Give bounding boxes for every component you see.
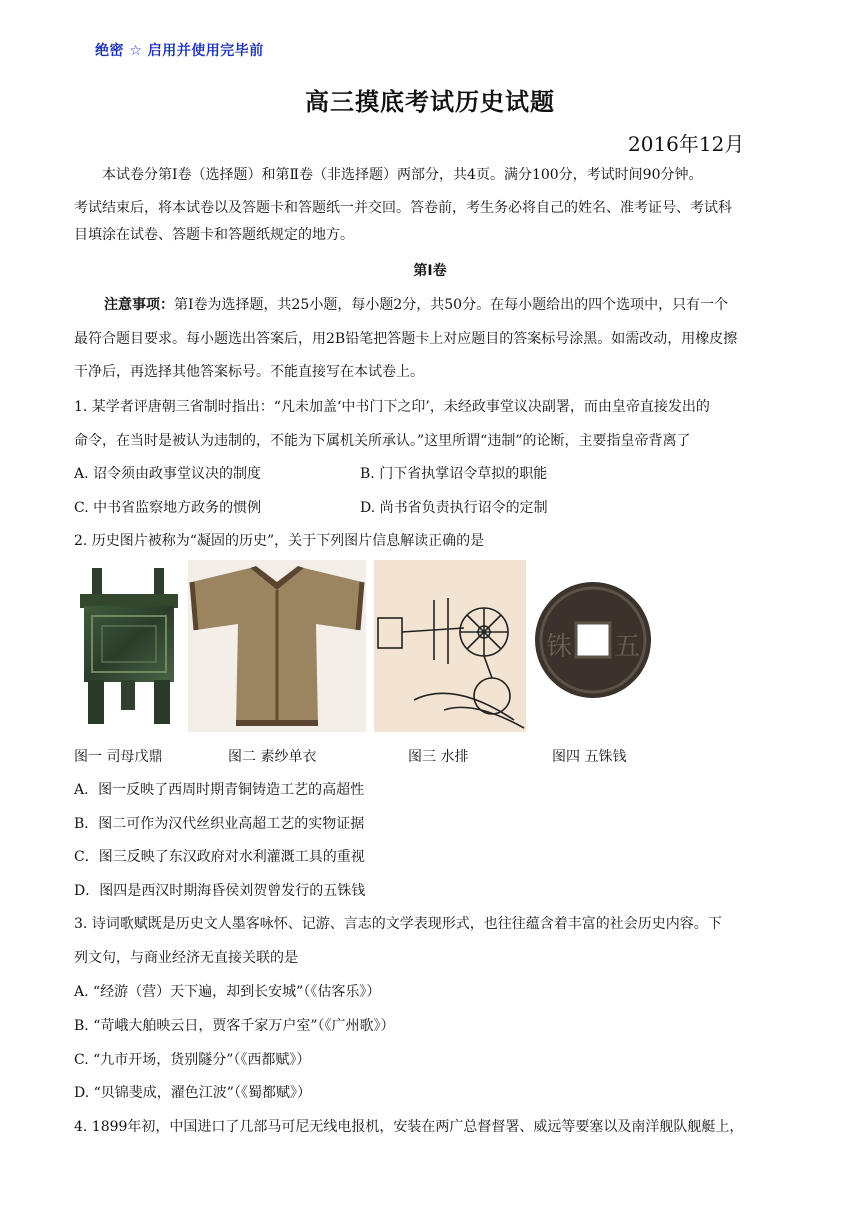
notice-line-3: 干净后，再选择其他答案标号。不能直接写在本试卷上。 [74, 364, 424, 380]
q2-option-c: C．图三反映了东汉政府对水利灌溉工具的重视 [74, 849, 365, 865]
figure-coin-image [532, 560, 654, 732]
q2-option-a: A．图一反映了西周时期青铜铸造工艺的高超性 [74, 782, 365, 798]
section-title: 第Ⅰ卷 [413, 263, 447, 279]
q3-option-d: D. “贝锦斐成，濯色江波”（《蜀都赋》） [74, 1085, 311, 1101]
caption-figure-1: 图一 司母戊鼎 [74, 749, 163, 765]
q1-option-b: B. 门下省执掌诏令草拟的职能 [360, 466, 548, 482]
q1-option-c: C. 中书省监察地方政务的惯例 [74, 500, 262, 516]
caption-figure-4: 图四 五铢钱 [552, 749, 627, 765]
q1-option-a: A. 诏令须由政事堂议决的制度 [74, 466, 262, 482]
figure-ding-image [74, 560, 184, 732]
q2-option-b: B．图二可作为汉代丝织业高超工艺的实物证据 [74, 816, 365, 832]
intro-line-2: 考试结束后，将本试卷以及答题卡和答题纸一并交回。答卷前，考生务必将自己的姓名、准考证号、考试科 [74, 200, 732, 216]
q1-stem-line-1: 1. 某学者评唐朝三省制时指出：“凡未加盖‘中书门下之印’，未经政事堂议决副署，而由皇帝直接发出的 [74, 399, 710, 415]
intro-line-3: 目填涂在试卷、答题卡和答题纸规定的地方。 [74, 227, 354, 243]
q1-option-d: D. 尚书省负责执行诏令的定制 [360, 500, 548, 516]
caption-figure-2: 图二 素纱单衣 [228, 749, 317, 765]
q3-option-c: C. “九市开场，货别隧分”（《西都赋》） [74, 1052, 311, 1068]
q2-option-d: D．图四是西汉时期海昏侯刘贺曾发行的五铢钱 [74, 883, 366, 899]
caption-figure-3: 图三 水排 [408, 749, 469, 765]
page-title: 高三摸底考试历史试题 [305, 88, 555, 116]
figure-water-bellows-image [374, 560, 526, 732]
coin-char-right: 五 [614, 632, 641, 662]
q3-stem-line-1: 3. 诗词歌赋既是历史文人墨客咏怀、记游、言志的文学表现形式，也往往蕴含着丰富的社会历史内容。下 [74, 916, 722, 932]
confidential-label: 绝密 ☆ 启用并使用完毕前 [95, 43, 264, 59]
coin-char-left: 铢 [546, 632, 573, 662]
notice-line-2: 最符合题目要求。每小题选出答案后，用2B铅笔把答题卡上对应题目的答案标号涂黑。如需改动，用橡皮擦 [74, 331, 738, 347]
q4-stem-line-1: 4. 1899年初，中国进口了几部马可尼无线电报机，安装在两广总督督署、威远等要塞以及南洋舰队舰艇上， [74, 1119, 744, 1135]
figure-robe-image [188, 560, 366, 732]
q3-option-a: A. “经游（营）天下遍，却到长安城”（《估客乐》） [74, 984, 381, 1000]
q2-stem: 2. 历史图片被称为“凝固的历史”，关于下列图片信息解读正确的是 [74, 533, 485, 549]
q3-option-b: B. “苛峨大舶映云日，贾客千家万户室”（《广州歌》） [74, 1018, 395, 1034]
notice-line-1 [104, 294, 728, 314]
notice-text: 第Ⅰ卷为选择题，共25小题，每小题2分，共50分。在每小题给出的四个选项中，只有一个 [174, 297, 729, 313]
exam-date: 2016年12月 [628, 132, 745, 156]
q1-stem-line-2: 命令，在当时是被认为违制的，不能为下属机关所承认。”这里所谓“违制”的论断，主要指皇帝背离了 [74, 433, 691, 449]
notice-label: 注意事项： [104, 297, 174, 313]
q3-stem-line-2: 列文句，与商业经济无直接关联的是 [74, 950, 298, 966]
intro-line-1: 本试卷分第Ⅰ卷（选择题）和第Ⅱ卷（非选择题）两部分，共4页。满分100分，考试时间90分钟。 [102, 167, 703, 183]
